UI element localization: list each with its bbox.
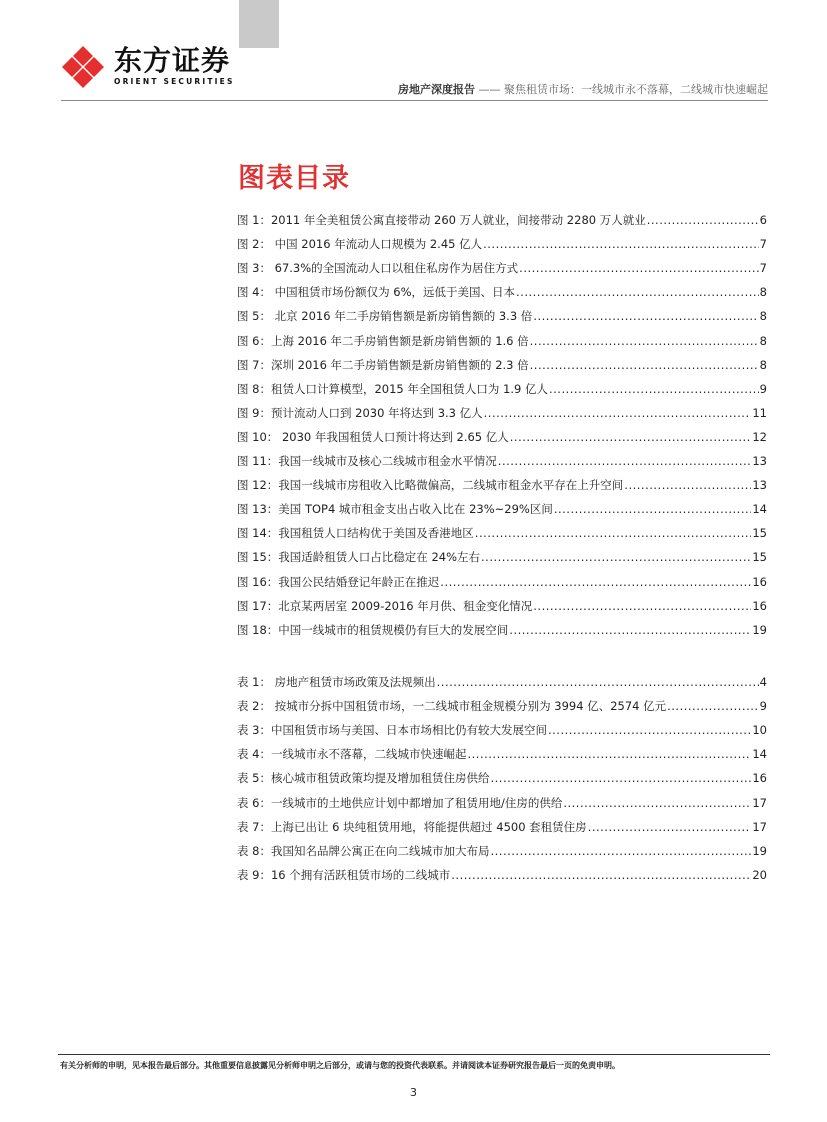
footer-divider [58, 1054, 770, 1055]
figure-entry[interactable] [237, 574, 767, 592]
figure-entry-page: 12 [752, 429, 767, 444]
table-entry-page: 17 [752, 819, 767, 834]
leader-dots [490, 771, 751, 785]
page-number: 3 [410, 1086, 417, 1099]
figure-entry-page: 8 [759, 333, 767, 348]
leader-dots [483, 237, 759, 251]
figure-entry[interactable] [237, 405, 767, 423]
figure-entry-title: 图 13：美国 TOP4 城市租金支出占收入比在 23%~29%区间 [237, 502, 553, 517]
table-entry-title: 表 3：中国租赁市场与美国、日本市场相比仍有较大发展空间 [237, 723, 547, 738]
table-entry[interactable] [237, 795, 767, 813]
leader-dots [475, 526, 752, 540]
leader-dots [467, 747, 751, 761]
table-entry-title: 表 1： 房地产租赁市场政策及法规频出 [237, 675, 436, 689]
figure-entry-title: 图 9：预计流动人口到 2030 年将达到 3.3 亿人 [237, 405, 483, 420]
figure-entry-page: 8 [759, 357, 767, 372]
figure-entry-page: 8 [759, 285, 767, 300]
table-entry-page: 16 [752, 771, 767, 786]
header-separator: —— [478, 83, 501, 96]
figure-entry[interactable] [237, 381, 767, 399]
figure-entry-page: 13 [752, 478, 767, 493]
table-entry-page: 19 [752, 843, 767, 858]
leader-dots [667, 699, 759, 713]
figure-entry-page: 16 [752, 598, 767, 613]
figure-entry-title: 图 10： 2030 年我国租赁人口预计将达到 2.65 亿人 [237, 429, 509, 444]
table-entry-page: 10 [752, 723, 767, 738]
figure-entry[interactable] [237, 429, 767, 447]
leader-dots [530, 358, 759, 372]
table-entry[interactable] [237, 843, 767, 861]
footer-disclaimer: 有关分析师的申明，见本报告最后部分。其他重要信息披露见分析师申明之后部分，或请与您的投资代表联系。并请阅读本证券研究报告最后一页的免责申明。 [60, 1061, 620, 1070]
figure-entry[interactable] [237, 525, 767, 543]
figure-entry-page: 11 [752, 405, 767, 420]
figure-entry-title: 图 15：我国适龄租赁人口占比稳定在 24%左右 [237, 550, 481, 565]
toc-title: 图表目录 [238, 163, 350, 194]
leader-dots [588, 820, 752, 834]
figure-entry[interactable] [237, 212, 767, 230]
logo-english-name: ORIENT SECURITIES [114, 77, 235, 86]
table-entry[interactable] [237, 746, 767, 764]
figure-entry-title: 图 12：我国一线城市房租收入比略微偏高，二线城市租金水平存在上升空间 [237, 478, 624, 493]
figure-entry[interactable] [237, 549, 767, 567]
company-logo [58, 44, 235, 88]
table-entry[interactable] [237, 698, 767, 716]
leader-dots [563, 796, 751, 810]
figure-entry-page: 14 [752, 502, 767, 517]
report-subtitle: 聚焦租赁市场：一线城市永不落幕，二线城市快速崛起 [504, 83, 768, 96]
leader-dots [533, 309, 758, 323]
figure-entry[interactable] [237, 453, 767, 471]
figure-entry-page: 13 [752, 454, 767, 468]
table-entry-title: 表 4：一线城市永不落幕，二线城市快速崛起 [237, 747, 467, 762]
table-entry[interactable] [237, 867, 767, 885]
figure-entry-title: 图 5： 北京 2016 年二手房销售额是新房销售额的 3.3 倍 [237, 309, 533, 324]
figure-entry-title: 图 14：我国租赁人口结构优于美国及香港地区 [237, 526, 474, 541]
table-entry-title: 表 6：一线城市的土地供应计划中都增加了租赁用地/住房的供给 [237, 795, 563, 810]
figure-entry-title: 图 1：2011 年全美租赁公寓直接带动 260 万人就业，间接带动 2280 万人就业 [237, 213, 646, 227]
leader-dots [498, 454, 752, 468]
table-entry-page: 9 [759, 699, 767, 714]
figure-entry-title: 图 3： 67.3%的全国流动人口以租住私房作为居住方式 [237, 261, 519, 276]
leader-dots [481, 550, 751, 564]
figure-entry-page: 19 [752, 622, 767, 637]
table-entry[interactable] [237, 674, 767, 692]
figure-entry-title: 图 7：深圳 2016 年二手房销售额是新房销售额的 2.3 倍 [237, 357, 529, 372]
report-header [398, 81, 768, 97]
leader-dots [490, 844, 751, 858]
figure-entry[interactable] [237, 501, 767, 519]
leader-dots [519, 261, 759, 275]
figure-entry[interactable] [237, 477, 767, 495]
leader-dots [549, 382, 759, 396]
leader-dots [510, 430, 752, 444]
leader-dots [440, 575, 751, 589]
figure-entry-page: 9 [759, 381, 767, 396]
report-category: 房地产深度报告 [398, 83, 475, 96]
figure-entry[interactable] [237, 284, 767, 302]
figure-entry-title: 图 16：我国公民结婚登记年龄正在推迟 [237, 574, 440, 589]
figure-entry[interactable] [237, 260, 767, 278]
leader-dots [554, 502, 752, 516]
table-entry-title: 表 8：我国知名品牌公寓正在向二线城市加大布局 [237, 843, 490, 858]
table-entry-page: 14 [752, 747, 767, 762]
table-entry[interactable] [237, 819, 767, 837]
header-decoration-bar [239, 0, 279, 48]
figure-entry-page: 7 [759, 261, 767, 276]
figure-entry-page: 7 [759, 237, 767, 252]
leader-dots [437, 675, 759, 689]
leader-dots [516, 285, 759, 299]
table-entry-title: 表 5：核心城市租赁政策均提及增加租赁住房供给 [237, 771, 490, 786]
figure-entry-title: 图 6：上海 2016 年二手房销售额是新房销售额的 1.6 倍 [237, 333, 529, 348]
figure-entry-page: 15 [752, 526, 767, 541]
table-entry[interactable] [237, 770, 767, 788]
leader-dots [484, 406, 752, 420]
figure-entry[interactable] [237, 308, 767, 326]
figure-entry-page: 6 [759, 213, 767, 227]
table-entry-title: 表 2： 按城市分拆中国租赁市场，一二线城市租金规模分别为 3994 亿、2574 亿元 [237, 699, 667, 714]
header-divider [61, 100, 768, 101]
figure-entry-page: 15 [752, 550, 767, 565]
figure-entry-title: 图 18：中国一线城市的租赁规模仍有巨大的发展空间 [237, 622, 509, 637]
figure-entry-title: 图 4： 中国租赁市场份额仅为 6%，远低于美国、日本 [237, 285, 516, 300]
leader-dots [647, 213, 759, 227]
figure-entry-title: 图 17：北京某两居室 2009-2016 年月供、租金变化情况 [237, 598, 533, 613]
leader-dots [530, 334, 759, 348]
figure-entry-page: 8 [759, 309, 767, 324]
table-entry-title: 表 7：上海已出让 6 块纯租赁用地，将能提供超过 4500 套租赁住房 [237, 819, 587, 834]
table-entry-page: 4 [759, 675, 767, 689]
figure-entry[interactable] [237, 357, 767, 375]
figure-entry-title: 图 8：租赁人口计算模型，2015 年全国租赁人口为 1.9 亿人 [237, 381, 548, 396]
figure-entry[interactable] [237, 598, 767, 616]
leader-dots [451, 868, 751, 882]
leader-dots [548, 723, 751, 737]
logo-chinese-name: 东方证券 [114, 44, 231, 77]
figure-entry[interactable] [237, 333, 767, 351]
figure-entry-title: 图 2： 中国 2016 年流动人口规模为 2.45 亿人 [237, 237, 483, 252]
figure-entry[interactable] [237, 236, 767, 254]
leader-dots [533, 599, 751, 613]
table-entry-page: 20 [752, 867, 767, 882]
figure-entry[interactable] [237, 622, 767, 640]
table-entry-page: 17 [752, 795, 767, 810]
table-entry[interactable] [237, 722, 767, 740]
figure-entry-page: 16 [752, 574, 767, 589]
leader-dots [624, 478, 751, 492]
table-entry-title: 表 9：16 个拥有活跃租赁市场的二线城市 [237, 867, 451, 882]
leader-dots [509, 623, 751, 637]
logo-mark-icon [58, 44, 108, 88]
figure-entry-title: 图 11：我国一线城市及核心二线城市租金水平情况 [237, 454, 497, 468]
